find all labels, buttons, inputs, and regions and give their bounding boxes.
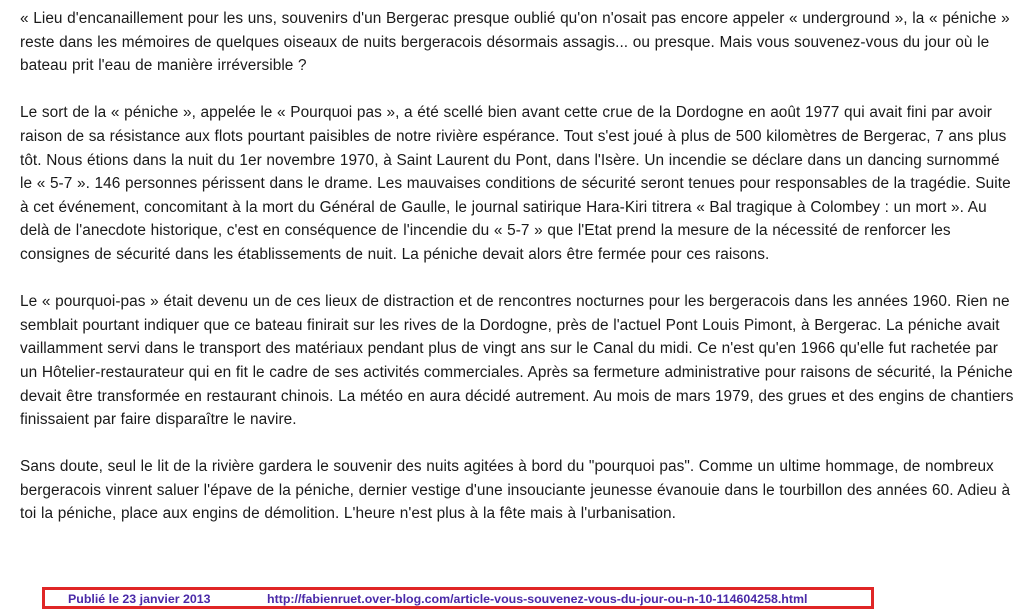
article-body xyxy=(20,7,1016,526)
publication-date: Publié le 23 janvier 2013 xyxy=(68,592,211,606)
article-paragraph-history: Le « pourquoi-pas » était devenu un de ces lieux de distraction et de rencontres nocturnes pour les bergeracois dans les années 1960. Rien ne semblait pourtant indiquer que ce bateau finirait sur les rives de la Dordogne, près de l'actuel Pont Louis Pimont, à Bergerac. La péniche avait vaillamment servi dans le transport des matériaux pendant plus de vingt ans sur le Canal du midi. Ce n'est qu'en 1966 qu'elle fut rachetée par un Hôtelier-restaurateur qui en fit le cadre de ses activités commerciales. Après sa fermeture administrative pour raisons de sécurité, la Péniche devait être transformée en restaurant chinois. La météo en aura décidé autrement. Au mois de mars 1979, des grues et des engins de chantiers finissaient par faire disparaître le navire. xyxy=(20,293,1014,429)
paragraph-gap xyxy=(20,432,1016,456)
source-url-link[interactable]: http://fabienruet.over-blog.com/article-vous-souvenez-vous-du-jour-ou-n-10-114604258.html xyxy=(267,592,808,606)
article-paragraph-farewell: Sans doute, seul le lit de la rivière gardera le souvenir des nuits agitées à bord du "pourquoi pas". Comme un ultime hommage, de nombreux bergeracois vinrent saluer l'épave de la péniche, dernier vestige d'une insouciante jeunesse évanouie dans le tourbillon des années 60. Adieu à toi la péniche, place aux engins de démolition. L'heure n'est plus à la fête mais à l'urbanisation. xyxy=(20,458,1011,523)
article-paragraph-fate: Le sort de la « péniche », appelée le « Pourquoi pas », a été scellé bien avant cette crue de la Dordogne en août 1977 qui avait fini par avoir raison de sa résistance aux flots pourtant paisibles de notre rivière espérance. Tout s'est joué à plus de 500 kilomètres de Bergerac, 7 ans plus tôt. Nous étions dans la nuit du 1er novembre 1970, à Saint Laurent du Pont, dans l'Isère. Un incendie se déclare dans un dancing surnommé le « 5-7 ». 146 personnes périssent dans le drame. Les mauvaises conditions de sécurité seront tenues pour responsables de la tragédie. Suite à cet événement, concomitant à la mort du Général de Gaulle, le journal satirique Hara-Kiri titrera « Bal tragique à Colombey : un mort ». Au delà de l'anecdote historique, c'est en conséquence de l'incendie du « 5-7 » que l'Etat prend la mesure de la nécessité de renforcer les consignes de sécurité dans les établissements de nuit. La péniche devait alors être fermée pour ces raisons. xyxy=(20,104,1011,263)
article-paragraph-intro: « Lieu d'encanaillement pour les uns, souvenirs d'un Bergerac presque oublié qu'on n'osait pas encore appeler « underground », la « péniche » reste dans les mémoires de quelques oiseaux de nuits bergeracois désormais assagis... ou presque. Mais vous souvenez-vous du jour où le bateau prit l'eau de manière irréversible ? xyxy=(20,10,1010,75)
source-footer xyxy=(42,587,874,609)
paragraph-gap xyxy=(20,78,1016,102)
paragraph-gap xyxy=(20,267,1016,291)
